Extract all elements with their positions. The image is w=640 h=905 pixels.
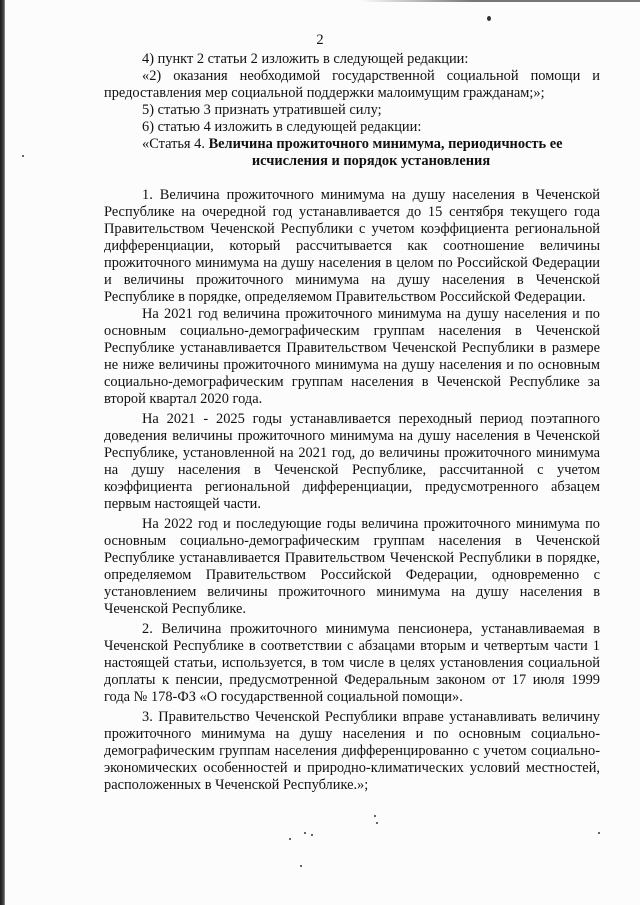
scan-speck (311, 834, 313, 836)
amendment-item-4-text: «2) оказания необходимой государственной социальной помощи и предоставления мер социальной поддержки малоимущим гражданам;»; (104, 68, 600, 101)
article-heading (104, 136, 600, 153)
scan-speck (22, 155, 24, 157)
scan-speck (300, 865, 302, 867)
amendment-item-6: 6) статью 4 изложить в следующей редакции: (142, 119, 422, 135)
scan-speck (304, 832, 306, 834)
document-body (104, 51, 600, 794)
page-number: 2 (316, 32, 324, 48)
scan-left-edge (0, 0, 5, 905)
scan-speck (289, 838, 291, 840)
scan-speck (598, 832, 600, 834)
article-heading-line-1: Величина прожиточного минимума, периодичность ее (208, 136, 563, 152)
article-part-3: 3. Правительство Чеченской Республики вправе устанавливать величину прожиточного минимума на душу населения и по основным социально-демографическим группам населения дифференцированно с учетом социально-экономических особенностей и природно-климатических условий местностей, расположенных в Чеченской Республике.»; (104, 709, 600, 793)
article-heading-line-2: исчисления и порядок установления (251, 153, 491, 169)
article-heading-prefix: «Статья 4. (142, 136, 205, 152)
article-part-2: 2. Величина прожиточного минимума пенсионера, устанавливаемая в Чеченской Республике в соответствии с абзацами вторым и четвертым части 1 настоящей статьи, используется, в том числе в целях установления социальной доплаты к пенсии, предусмотренной Федеральным законом от 17 июля 1999 года № 178-ФЗ «О государственной социальной помощи». (104, 621, 600, 705)
article-part-1-para-2: На 2021 год величина прожиточного минимума на душу населения и по основным социально-демографическим группам населения в Чеченской Республике устанавливается Правительством Чеченской Республики в размере не ниже величины прожиточного минимума на душу населения и по основным социально-демографическим группам населения в Чеченской Республике за второй квартал 2020 года. (104, 306, 600, 407)
scan-speck (376, 822, 378, 824)
scan-top-rule (360, 0, 640, 2)
amendment-item-4: 4) пункт 2 статьи 2 изложить в следующей редакции: (142, 51, 469, 67)
scan-speck (487, 16, 491, 21)
scan-speck (374, 815, 376, 817)
article-part-1-para-4: На 2022 год и последующие годы величина прожиточного минимума по основным социально-демографическим группам населения в Чеченской Республике устанавливается Правительством Чеченской Республики в порядке, определяемом Правительством Российской Федерации, одновременно с установлением величины прожиточного минимума на душу населения в Чеченской Республике. (104, 516, 600, 617)
article-part-1: 1. Величина прожиточного минимума на душу населения в Чеченской Республике на очередной год устанавливается до 15 сентября текущего года Правительством Чеченской Республики с учетом коэффициента региональной дифференциации, который рассчитывается как соотношение величины прожиточного минимума на душу населения в целом по Российской Федерации и величины прожиточного минимума на душу населения в Чеченской Республике в порядке, определяемом Правительством Российской Федерации. (104, 187, 600, 305)
blank-line (104, 170, 600, 187)
amendment-item-5: 5) статью 3 признать утратившей силу; (142, 102, 382, 118)
article-part-1-para-3: На 2021 - 2025 годы устанавливается переходный период поэтапного доведения величины прожиточного минимума на душу населения в Чеченской Республике, установленной на 2021 год, до величины прожиточного минимума на душу населения в Чеченской Республике, рассчитанной с учетом коэффициента региональной дифференциации, предусмотренного абзацем первым настоящей части. (104, 411, 600, 512)
